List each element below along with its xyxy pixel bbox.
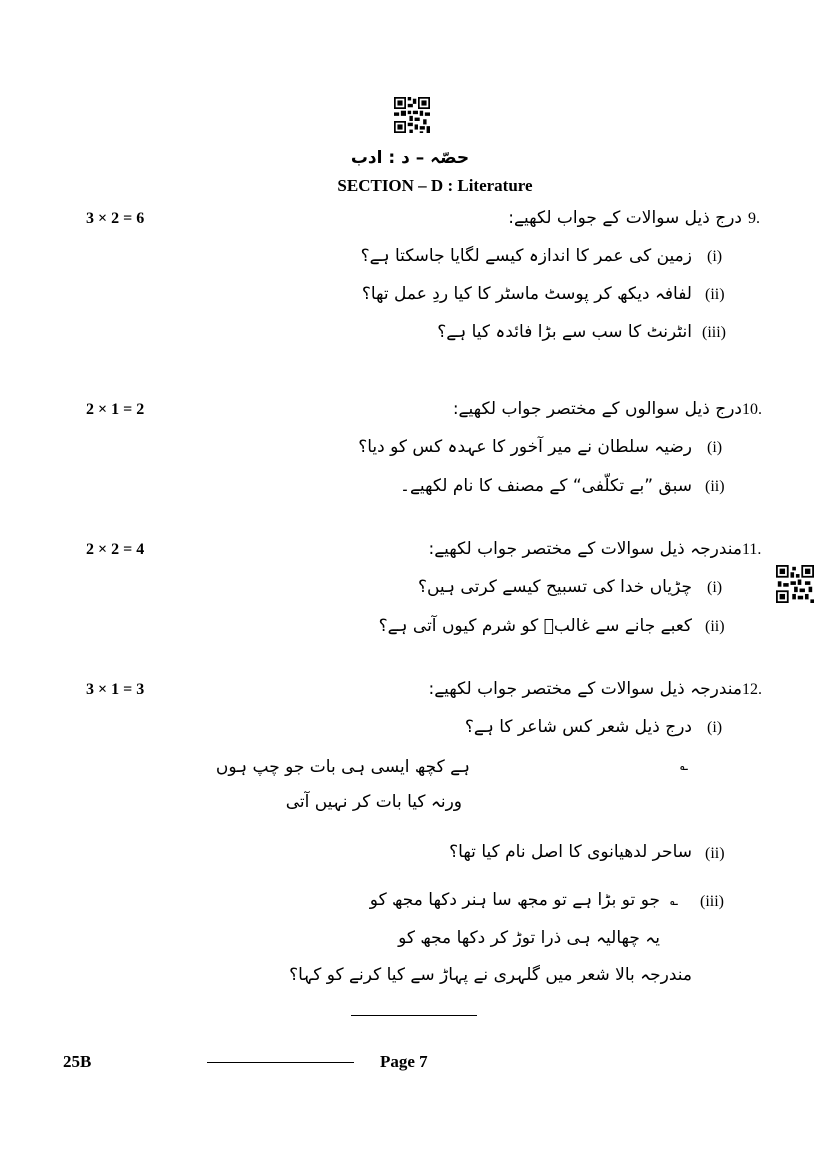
question-text: ساحر لدھیانوی کا اصل نام کیا تھا؟ <box>449 842 692 862</box>
couplet-mark: ؎ <box>670 893 679 909</box>
verse-line: ورنہ کیا بات کر نہیں آتی <box>285 792 462 812</box>
question-text: انٹرنٹ کا سب سے بڑا فائدہ کیا ہے؟ <box>437 322 692 342</box>
question-text: مندرجہ بالا شعر میں گلہری نے پہاڑ سے کیا کرنے کو کہا؟ <box>289 965 692 985</box>
question-number: 11. <box>742 541 762 558</box>
question-text: رضیہ سلطان نے میر آخور کا عہدہ کس کو دیا؟ <box>358 437 692 457</box>
part-label: (iii) <box>700 893 724 910</box>
marks-allocation: 2 × 2 = 4 <box>86 541 145 558</box>
marks-allocation: 3 × 2 = 6 <box>86 210 145 227</box>
end-of-section-rule <box>351 1015 477 1016</box>
verse-line: جو تو بڑا ہے تو مجھ سا ہنر دکھا مجھ کو <box>369 890 660 910</box>
urdu-section-heading: حصّہ – د : ادب <box>350 148 470 168</box>
footer-rule <box>207 1062 354 1063</box>
question-number: 10. <box>742 401 762 418</box>
question-text: سبق ”بے تکلّفی“ کے مصنف کا نام لکھیے۔ <box>400 476 692 496</box>
question-text: زمین کی عمر کا اندازہ کیسے لگایا جاسکتا ہے؟ <box>360 246 692 266</box>
verse-line: یہ چھالیہ ہی ذرا توڑ کر دکھا مجھ کو <box>398 928 660 948</box>
section-title: SECTION – D : Literature <box>337 176 533 195</box>
question-text: چڑیاں خدا کی تسبیح کیسے کرتی ہیں؟ <box>417 577 692 597</box>
question-instruction: درج ذیل سوالوں کے مختصر جواب لکھیے: <box>452 399 742 419</box>
side-qr-code-icon <box>776 565 814 603</box>
couplet-mark: ؎ <box>680 758 689 774</box>
page-number: Page 7 <box>380 1052 428 1071</box>
question-instruction: مندرجہ ذیل سوالات کے مختصر جواب لکھیے: <box>428 679 742 699</box>
part-label: (ii) <box>705 478 725 495</box>
part-label: (ii) <box>705 845 725 862</box>
question-number: 12. <box>742 681 762 698</box>
part-label: (i) <box>707 248 723 265</box>
qr-code-icon <box>394 97 430 133</box>
part-label: (iii) <box>702 324 726 341</box>
part-label: (i) <box>707 719 723 736</box>
marks-allocation: 3 × 1 = 3 <box>86 681 145 698</box>
question-text: کعبے جانے سے غالبؔ کو شرم کیوں آتی ہے؟ <box>378 616 692 636</box>
paper-code: 25B <box>63 1052 92 1071</box>
question-text: لفافہ دیکھ کر پوسٹ ماسٹر کا کیا ردِ عمل تھا؟ <box>361 284 692 304</box>
marks-allocation: 2 × 1 = 2 <box>86 401 145 418</box>
part-label: (i) <box>707 579 723 596</box>
part-label: (ii) <box>705 618 725 635</box>
question-instruction: درج ذیل سوالات کے جواب لکھیے: <box>508 208 742 228</box>
part-label: (ii) <box>705 286 725 303</box>
part-label: (i) <box>707 439 723 456</box>
question-number: 9. <box>748 210 760 227</box>
verse-line: ہے کچھ ایسی ہی بات جو چپ ہوں <box>215 757 470 777</box>
question-instruction: مندرجہ ذیل سوالات کے مختصر جواب لکھیے: <box>428 539 742 559</box>
question-text: درج ذیل شعر کس شاعر کا ہے؟ <box>464 717 692 737</box>
